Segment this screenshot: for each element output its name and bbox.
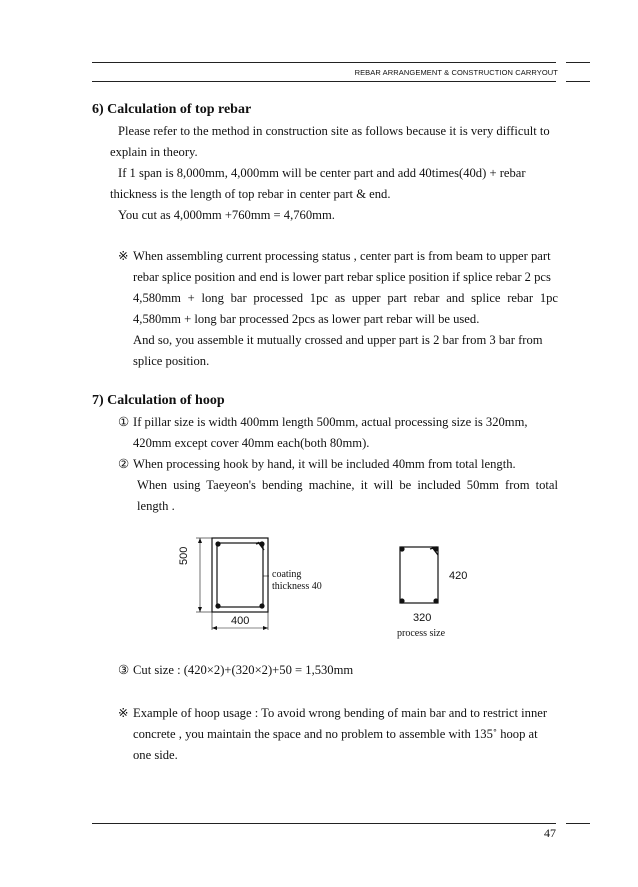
page-number: 47 [544, 826, 556, 840]
pillar-width-label: 400 [231, 615, 250, 627]
header-rule-bottom [92, 81, 556, 82]
hoop-process-shape [399, 546, 438, 603]
s6-para1-line2: explain in theory. [110, 145, 198, 159]
coating-label: coating thickness 40 [272, 569, 322, 592]
section-7-heading: 7) Calculation of hoop [92, 393, 225, 408]
s7-item1-line1: If pillar size is width 400mm length 500mm, actual processing size is 320mm, [133, 415, 528, 429]
footer-rule [92, 823, 556, 824]
section-6-heading: 6) Calculation of top rebar [92, 102, 252, 117]
s6-note-line2: rebar splice position and end is lower part rebar splice position if splice rebar 2 pcs [133, 270, 551, 284]
header-rule-bottom-short [566, 81, 590, 82]
s6-note-line4: 4,580mm + long bar processed 2pcs as lower part rebar will be used. [133, 312, 480, 326]
s6-note-line3: 4,580mm + long bar processed 1pc as upper part rebar and splice rebar 1pc [133, 291, 558, 305]
s7-note-line1: Example of hoop usage : To avoid wrong bending of main bar and to restrict inner [133, 706, 548, 720]
s6-note-line6: splice position. [133, 354, 210, 368]
s7-note-line2: concrete , you maintain the space and no problem to assemble with 135˚ hoop at [133, 727, 538, 741]
pillar-height-label: 500 [178, 546, 190, 565]
s6-para2-line1: If 1 span is 8,000mm, 4,000mm will be center part and add 40times(40d) + rebar [118, 166, 526, 180]
s6-note-line1: When assembling current processing status , center part is from beam to upper part [133, 249, 551, 263]
footer-rule-short [566, 823, 590, 824]
s7-item3-text: Cut size : (420×2)+(320×2)+50 = 1,530mm [133, 663, 354, 677]
s7-item2-line3: length . [137, 499, 175, 513]
s7-item3-mark: ③ [118, 663, 130, 677]
s6-note-mark: ※ [118, 249, 129, 263]
header-rule-top-short [566, 62, 590, 63]
process-size-label: process size [397, 628, 446, 639]
s6-note-line5: And so, you assemble it mutually crossed and upper part is 2 bar from 3 bar from [133, 333, 543, 347]
s6-para3: You cut as 4,000mm +760mm = 4,760mm. [118, 208, 335, 222]
s7-item1-line2: 420mm except cover 40mm each(both 80mm). [133, 436, 370, 450]
s6-para2-line2: thickness is the length of top rebar in center part & end. [110, 187, 391, 201]
s6-para1-line1: Please refer to the method in construction site as follows because it is very difficult to [118, 124, 550, 138]
s7-item2-line1: When processing hook by hand, it will be included 40mm from total length. [133, 457, 516, 471]
header-rule-top [92, 62, 556, 63]
s7-note-line3: one side. [133, 748, 178, 762]
s7-note-mark: ※ [118, 706, 129, 720]
s7-item2-line2: When using Taeyeon's bending machine, it will be included 50mm from total [137, 478, 558, 492]
s7-item2-mark: ② [118, 457, 130, 471]
running-title: REBAR ARRANGEMENT & CONSTRUCTION CARRYOUT [354, 68, 558, 77]
s7-item1-mark: ① [118, 415, 130, 429]
hoop-height-label: 420 [449, 570, 468, 582]
hoop-width-label: 320 [413, 612, 432, 624]
